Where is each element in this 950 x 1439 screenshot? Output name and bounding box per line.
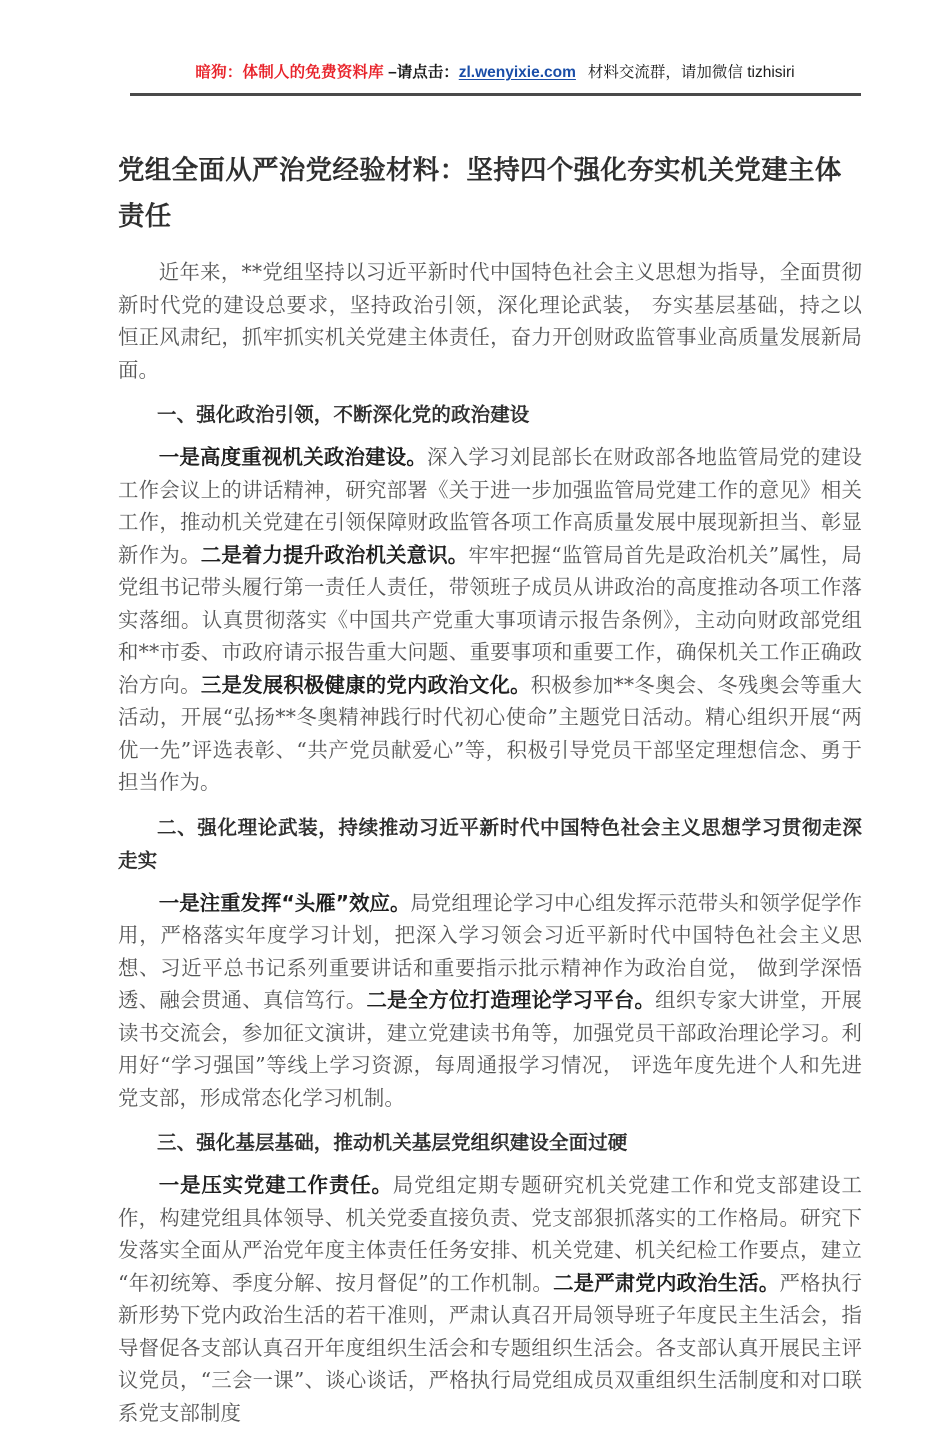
intro-paragraph: 近年来，**党组坚持以习近平新时代中国特色社会主义思想为指导，全面贯彻新时代党的建设总要求，坚持政治引领，深化理论武装， 夯实基层基础，持之以恒正风肃纪，抓牢抓实机关党建主体责任，奋力开创财政监管事业高质量发展新局面。 xyxy=(118,260,862,382)
lead-in-phrase: 一是高度重视机关政治建设。 xyxy=(158,445,427,469)
lead-in-phrase: 二是严肃党内政治生活。 xyxy=(553,1270,780,1295)
section-heading-3: 三、强化基层基础，推动机关基层党组织建设全面过硬 xyxy=(157,1131,628,1154)
promo-tail-text: 材料交流群，请加微信 tizhisiri xyxy=(587,64,795,81)
body-run: 组织专家大讲堂，开展读书交流会，参加征文演讲，建立党建读书角等，加强党员干部政治理论学习。利用好“学习强国”等线上学习资源，每周通报学习情况， 评选年度先进个人和先进党支部，形成常态化学习机制。 xyxy=(118,988,863,1110)
lead-in-phrase: 二是着力提升政治机关意识。 xyxy=(200,542,469,567)
body-run: 局党组定期专题研究机关党建工作和党支部建设工作，构建党组具体领导、机关党委直接负责、党支部狠抓落实的工作格局。研究下发落实全面从严治党年度主体责任任务安排、机关党建、机关纪检工作要点，建立“年初统筹、季度分解、按月督促”的工作机制。 xyxy=(118,1173,863,1295)
body-run: 牢牢把握“监管局首先是政治机关”属性，局党组书记带头履行第一责任人责任，带领班子成员从讲政治的高度推动各项工作落实落细。认真贯彻落实《中国共产党重大事项请示报告条例》，主动向财政部党组和**市委、市政府请示报告重大问题、重要事项和重要工作，确保机关工作正确政治方向。 xyxy=(118,542,862,697)
header-divider xyxy=(130,93,861,96)
section-2-paragraph-1 xyxy=(118,887,862,1115)
promo-link[interactable]: zl.wenyixie.com xyxy=(458,64,576,81)
promo-banner xyxy=(130,62,860,84)
document-content xyxy=(118,256,862,1429)
section-heading-1: 一、强化政治引领，不断深化党的政治建设 xyxy=(157,403,530,426)
promo-red-text: 暗狗：体制人的免费资料库 xyxy=(195,64,384,81)
promo-prefix-text: –请点击： xyxy=(383,64,459,81)
body-run: 局党组理论学习中心组发挥示范带头和领学促学作用，严格落实年度学习计划，把深入学习领会习近平新时代中国特色社会主义思想、习近平总书记系列重要讲话和重要指示批示精神作为政治自觉， 做到学深悟透、融会贯通、真信笃行。 xyxy=(118,890,862,1012)
section-heading-2: 二、强化理论武装，持续推动习近平新时代中国特色社会主义思想学习贯彻走深走实 xyxy=(118,815,862,872)
lead-in-phrase: 二是全方位打造理论学习平台。 xyxy=(366,988,656,1012)
body-run: 严格执行新形势下党内政治生活的若干准则，严肃认真召开局领导班子年度民主生活会，指导督促各支部认真召开年度组织生活会和专题组织生活会。各支部认真开展民主评议党员，“三会一课”、谈心谈话，严格执行局党组成员双重组织生活制度和对口联系党支部制度 xyxy=(118,1270,863,1425)
section-1-paragraph-1 xyxy=(118,441,862,799)
body-run: 深入学习刘昆部长在财政部各地监管局党的建设工作会议上的讲话精神，研究部署《关于进一步加强监管局党建工作的意见》相关工作，推动机关党建在引领保障财政监管各项工作高质量发展中展现新担当、彰显新作为。 xyxy=(118,445,862,567)
lead-in-phrase: 一是注重发挥“头雁”效应。 xyxy=(158,890,411,915)
page-title: 党组全面从严治党经验材料：坚持四个强化夯实机关党建主体责任 xyxy=(118,155,842,232)
section-3-paragraph-1 xyxy=(118,1169,862,1429)
document-body xyxy=(118,148,862,1439)
body-run: 积极参加**冬奥会、冬残奥会等重大活动，开展“弘扬**冬奥精神践行时代初心使命”主题党日活动。精心组织开展“两优一先”评选表彰、“共产党员献爱心”等，积极引导党员干部坚定理想信念、勇于担当作为。 xyxy=(118,672,862,794)
lead-in-phrase: 一是压实党建工作责任。 xyxy=(158,1173,393,1197)
lead-in-phrase: 三是发展积极健康的党内政治文化。 xyxy=(200,672,531,697)
